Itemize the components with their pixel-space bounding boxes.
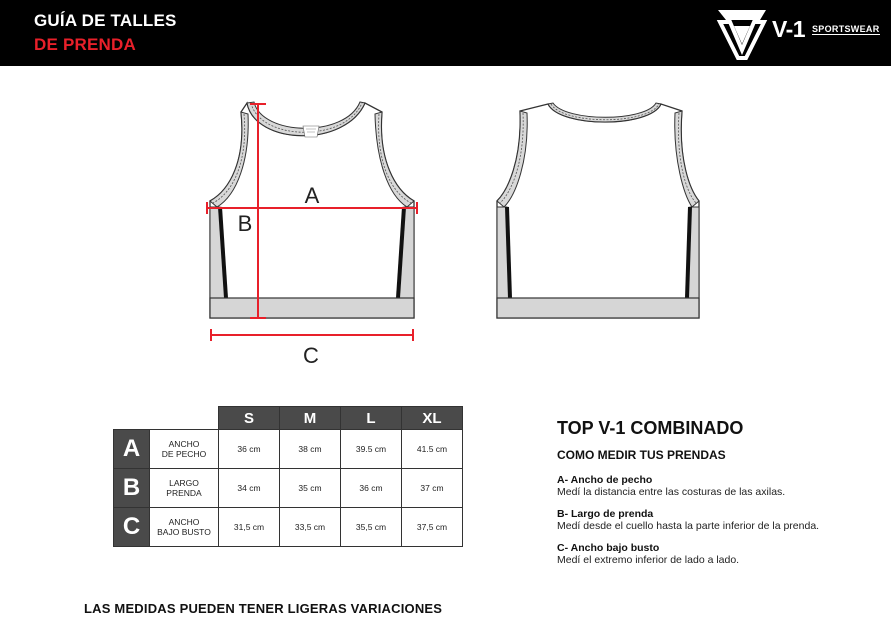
product-title: TOP V-1 COMBINADO	[557, 418, 744, 438]
front-view	[207, 102, 417, 368]
table-row	[114, 508, 463, 547]
instruction-heading: A- Ancho de pecho	[557, 474, 653, 486]
instruction-heading: B- Largo de prenda	[557, 508, 654, 520]
variation-note: LAS MEDIDAS PUEDEN TENER LIGERAS VARIACIONES	[84, 601, 443, 616]
table-row	[114, 430, 463, 469]
table-cell: 39.5 cm	[341, 430, 402, 469]
brand-logo	[716, 6, 880, 60]
row-label	[150, 469, 219, 508]
table-cell: 36 cm	[219, 430, 280, 469]
label-c: C	[303, 343, 319, 368]
size-header-xl: XL	[402, 407, 463, 430]
size-header-s: S	[219, 407, 280, 430]
instruction-desc: Medí desde el cuello hasta la parte inferior de la prenda.	[557, 520, 820, 532]
row-label-line1: ANCHO	[168, 517, 200, 527]
garment-diagram	[0, 66, 891, 386]
logo-subtext: SPORTSWEAR	[812, 24, 880, 34]
size-header-row	[114, 407, 463, 430]
instruction-item	[557, 508, 877, 532]
table-cell: 36 cm	[341, 469, 402, 508]
row-label	[150, 430, 219, 469]
logo-text: V-1	[772, 16, 806, 42]
instruction-heading: C- Ancho bajo busto	[557, 542, 660, 554]
row-letter: C	[114, 508, 150, 547]
label-a: A	[304, 183, 320, 208]
instruction-desc: Medí la distancia entre las costuras de las axilas.	[557, 486, 786, 498]
label-tag-icon	[303, 126, 319, 137]
row-letter: A	[114, 430, 150, 469]
size-header-l: L	[341, 407, 402, 430]
size-header-m: M	[280, 407, 341, 430]
table-cell: 41.5 cm	[402, 430, 463, 469]
table-corner	[114, 407, 219, 430]
row-label-line2: DE PECHO	[161, 449, 207, 459]
size-table	[113, 406, 463, 547]
table-cell: 35,5 cm	[341, 508, 402, 547]
row-label-line1: ANCHO	[168, 439, 200, 449]
row-letter: B	[114, 469, 150, 508]
row-label-line2: PRENDA	[166, 488, 202, 498]
guide-subtitle: DE PRENDA	[34, 35, 136, 54]
guide-title: GUÍA DE TALLES	[34, 11, 177, 30]
row-label-line1: LARGO	[169, 478, 199, 488]
instruction-desc: Medí el extremo inferior de lado a lado.	[557, 554, 740, 566]
logo-emblem-icon	[716, 6, 770, 60]
table-cell: 33,5 cm	[280, 508, 341, 547]
back-view	[497, 103, 699, 318]
row-label	[150, 508, 219, 547]
label-b: B	[237, 211, 253, 236]
measure-instructions	[557, 418, 877, 566]
table-cell: 38 cm	[280, 430, 341, 469]
table-cell: 35 cm	[280, 469, 341, 508]
instruction-item	[557, 542, 877, 566]
table-cell: 37,5 cm	[402, 508, 463, 547]
table-cell: 34 cm	[219, 469, 280, 508]
table-cell: 31,5 cm	[219, 508, 280, 547]
table-cell: 37 cm	[402, 469, 463, 508]
table-row	[114, 469, 463, 508]
row-label-line2: BAJO BUSTO	[157, 527, 211, 537]
measure-line-c	[211, 329, 413, 341]
header-bar	[0, 0, 891, 66]
instructions-subtitle: COMO MEDIR TUS PRENDAS	[557, 448, 726, 462]
instruction-item	[557, 474, 877, 498]
